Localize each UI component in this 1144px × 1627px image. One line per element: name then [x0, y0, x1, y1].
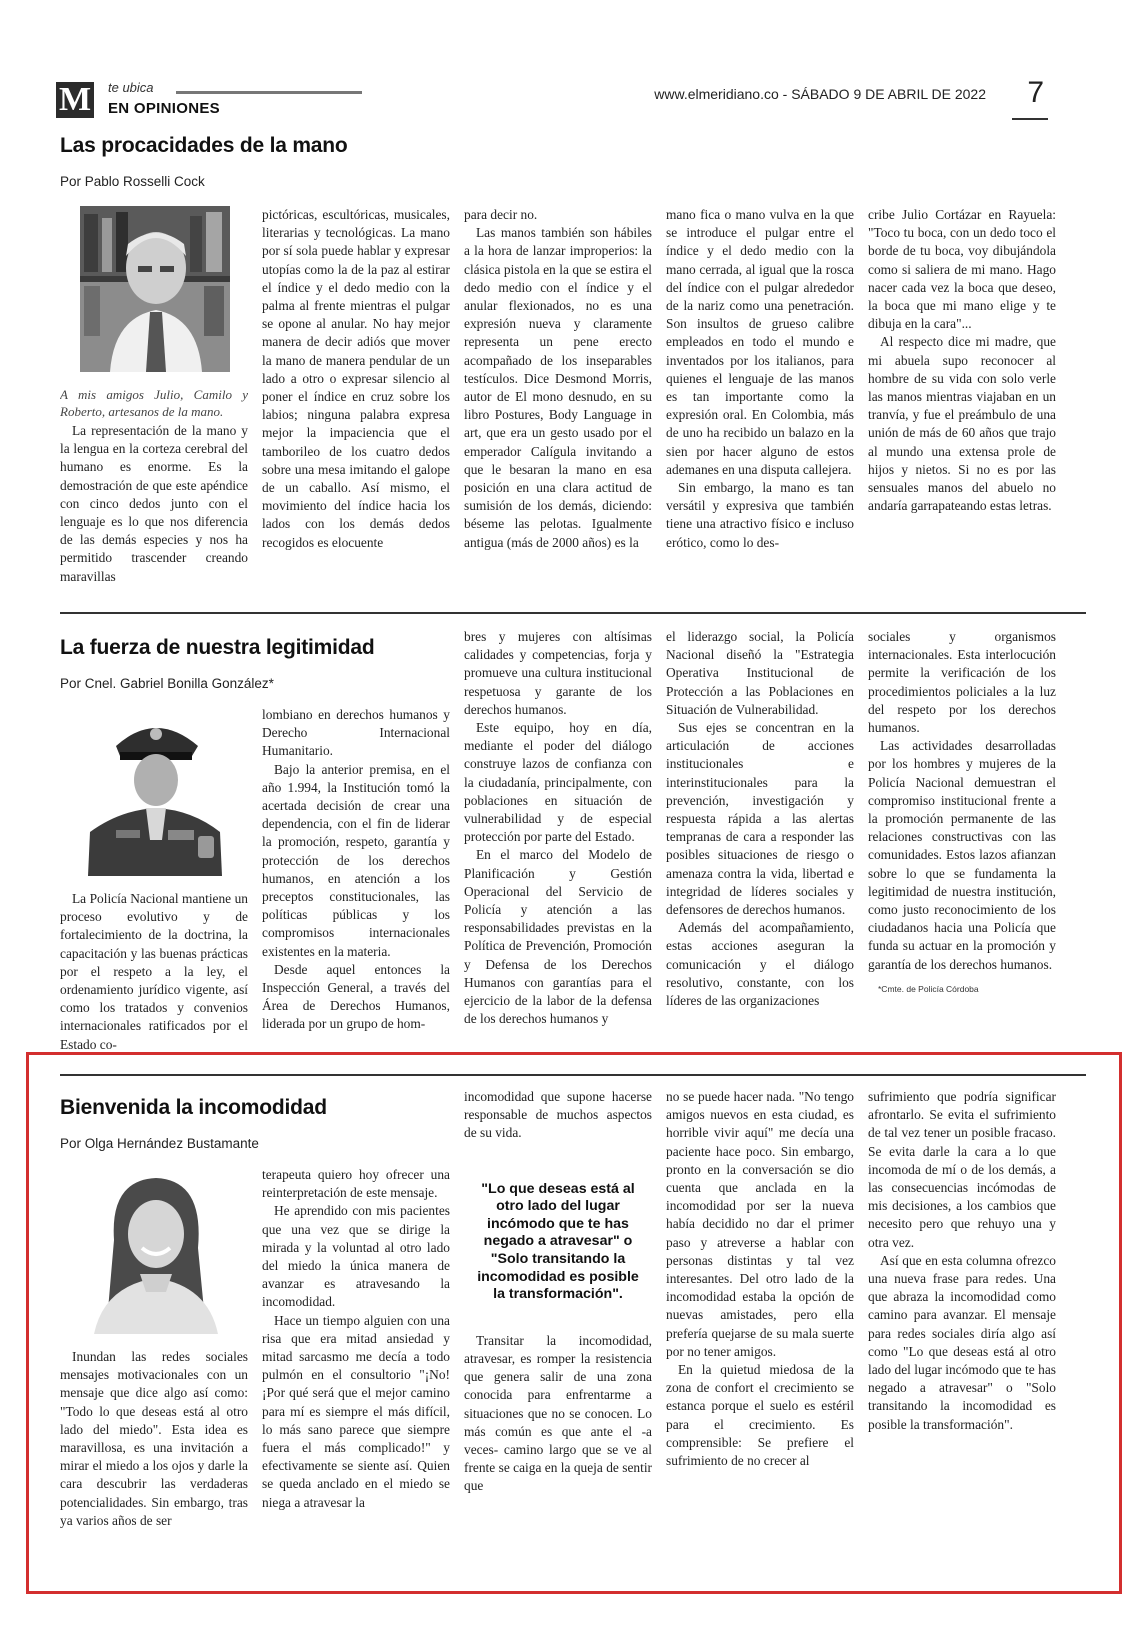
highlight-frame	[26, 1052, 1122, 1594]
paragraph: sufrimiento que podría significar afrontarlo. Se evita el sufrimiento de tal vez tener un posible fracaso. Se evita darle la cara a lo que incomoda de mí o de los demás, a las consecuencias incómodas de mis decisiones, a los cambios que necesito pero que rehuyo una y otra vez.	[868, 1089, 1056, 1250]
paragraph: Este equipo, hoy en día, mediante el poder del diálogo construye lazos de confianza con la ciudadanía, principalmente, con poblaciones en situación de vulnerabilidad y de especial protección por parte del Estado.	[464, 720, 652, 845]
author-photo	[80, 710, 230, 876]
paragraph: Además del acompañamiento, estas acciones aseguran la comunicación y el diálogo resolutivo, constante, con los líderes de las organizaciones	[666, 920, 854, 1009]
paragraph: La Policía Nacional mantiene un proceso evolutivo y de fortalecimiento de la doctrina, la capacitación y las buenas prácticas por el respeto a la ley, el ordenamiento jurídico vigente, así como los tratados y convenios internacionales ratificados por el Estado co-	[60, 891, 248, 1052]
article-columns	[60, 628, 1056, 1054]
article-headline: Las procacidades de la mano	[60, 134, 348, 157]
paragraph: Las actividades desarrolladas por los hombres y mujeres de la Policía Nacional demuestran el compromiso institucional frente a la promoción permanente de las relaciones constructivas con las comunidades. Estos lazos afianzan sobre lo que se fundamenta la legitimidad de nuestra institución, como justo reconocimiento de los ciudadanos hacia una Policía que funda su actuar en la promoción y garantía de los derechos humanos.	[868, 738, 1056, 972]
header-rule	[176, 91, 362, 94]
paragraph: Inundan las redes sociales mensajes motivacionales con un mensaje que dice algo así como: "Todo lo que deseas está al otro lado del miedo". Esta idea es maravillosa, es una invitación a mirar el miedo a los ojos y darle la cara descubrir las verdaderas potencialidades. Sin embargo, tras ya varios años de ser	[60, 1349, 248, 1528]
paragraph: bres y mujeres con altísimas calidades y competencias, forja y promueve una cultura institucional respetuosa y garante de los derechos humanos.	[464, 629, 652, 717]
page-number-rule	[1012, 118, 1048, 120]
article-headline: Bienvenida la incomodidad	[60, 1096, 327, 1119]
article-byline: Por Cnel. Gabriel Bonilla González*	[60, 676, 274, 691]
masthead	[56, 78, 1048, 124]
paragraph: Bajo la anterior premisa, en el año 1.994, la Institución tomó la acertada decisión de crear una dependencia, con el fin de liderar la promoción, respeto, garantía y protección de los derechos humanos, en atención a los preceptos constitucionales, las políticas públicas y los compromisos internacionales existentes en la materia.	[262, 761, 450, 959]
paragraph: para decir no.	[464, 207, 538, 222]
paragraph: Transitar la incomodidad, atravesar, es romper la resistencia que genera salir de una zona conocida para enfrentarme a situaciones que no se conocen. Lo más común es que ante el -a veces- camino largo que se ve al frente se caiga en la queja de sentir que	[464, 1332, 652, 1494]
article-column-3	[464, 206, 652, 586]
paragraph: lombiano en derechos humanos y Derecho Internacional Humanitario.	[262, 707, 450, 759]
section-label: EN OPINIONES	[108, 100, 220, 117]
article-byline: Por Olga Hernández Bustamante	[60, 1136, 259, 1151]
paragraph: Hace un tiempo alguien con una risa que era mitad ansiedad y mitad sarcasmo me decía a todo pulmón en el consultorio "¡No! ¡Por qué será que el mejor camino para mí es siempre el más difícil, lo más sano parece que siempre fuera el más complicado!" y efectivamente se siente así. Quien se queda anclado en el miedo se niega a atravesar la	[262, 1312, 450, 1510]
paragraph: no se puede hacer nada. "No tengo amigos nuevos en esta ciudad, es horrible vivir aquí" me decía una paciente hace poco. Sin embargo, pronto en la conversación se dio cuenta que anclada en la incomodidad por ser la nueva había decidido no dar el primer paso y atreverse a hablar con personas distintas y tal vez interesantes. Del otro lado de la incomodidad estaba la opción de nuevas amistades, pero ella prefería quejarse de su mala suerte por no tener amigos.	[666, 1089, 854, 1359]
paragraph: Así que en esta columna ofrezco una nueva frase para redes. Una que abraza la incomodidad como camino para avanzar. El mensaje para redes sociales diría algo así como "Lo que deseas está al otro lado del lugar incómodo que te has negado a atravesar" o "Solo transitando la incomodidad es posible la transformación".	[868, 1252, 1056, 1432]
paragraph: En el marco del Modelo de Planificación y Gestión Operacional del Servicio de Policía y atención a las responsabilidades previstas en la Política de Prevención, Promoción y Defensa de los Derechos Humanos con garantías para el ejercicio de la labor de la defensa de los derechos humanos y	[464, 847, 652, 1027]
paragraph: cribe Julio Cortázar en Rayuela: "Toco tu boca, con un dedo toco el borde de tu boca, voy dibujándola como si saliera de mi mano. Hago nacer cada vez la boca que deseo, la boca que mi mano elige y te dibuja en la cara"...	[868, 207, 1056, 332]
paragraph: terapeuta quiero hoy ofrecer una reinterpretación de este mensaje.	[262, 1167, 450, 1201]
article-column-5	[868, 628, 1056, 1054]
paragraph: En la quietud miedosa de la zona de confort el crecimiento se estanca porque el suelo es estéril para el crecimiento. Es comprensible: Se prefiere el sufrimiento de no crecer al	[666, 1362, 854, 1469]
officer-portrait-icon	[80, 710, 230, 876]
article-column-4	[666, 628, 854, 1054]
pull-quote: "Lo que deseas está al otro lado del lugar incómodo que te has negado a atravesar" o "Solo transitando la incomodidad es posible la transformación".	[477, 1180, 639, 1303]
paragraph: sociales y organismos internacionales. Esta interlocución permite la verificación de los procedimientos policiales a la luz del respeto por los derechos humanos.	[868, 629, 1056, 736]
author-portrait-icon	[80, 206, 230, 372]
article-headline: La fuerza de nuestra legitimidad	[60, 636, 375, 659]
article-column-1	[60, 206, 248, 586]
article-column-4	[666, 206, 854, 586]
logo-tagline: te ubica	[108, 80, 154, 95]
page-number: 7	[1027, 76, 1044, 109]
article-columns	[60, 206, 1056, 586]
article-column-5	[868, 206, 1056, 586]
paragraph: Desde aquel entonces la Inspección General, a través del Área de Derechos Humanos, liderada por un grupo de hom-	[262, 961, 450, 1032]
paragraph: La representación de la mano y la lengua en la corteza cerebral del humano es enorme. Es la demostración de que este apéndice con cinco dedos junto con el lenguaje es lo que nos diferencia de las demás especies y nos ha permitido trascender creando maravillas	[60, 423, 248, 584]
article-procacidades	[60, 134, 1086, 584]
paragraph: el liderazgo social, la Policía Nacional diseñó la "Estrategia Operativa Institucional de Protección a las Poblaciones en Situación de Vulnerabilidad.	[666, 629, 854, 717]
paragraph: Al respecto dice mi madre, que mi abuela supo reconocer al hombre de su vida con solo verle las manos mientras viajaban en un tranvía, y fue el preámbulo de una unión de más de 60 años que trajo al mundo una extensa prole de hijos y nietos. Si no es por las sensuales manos del abuelo no andaría garrapateando estas letras.	[868, 334, 1056, 514]
article-column-1	[60, 628, 248, 1054]
paragraph: Las manos también son hábiles a la hora de lanzar improperios: la clásica pistola en la que se estira el dedo medio con el índice y el anular flexionados, no es una expresión nueva y claramente representa un pene erecto acompañado de los inseparables testículos. Dice Desmond Morris, autor de El mono desnudo, en su libro Postures, Body Language in art, que era un gesto usado por el emperador Calígula invitando a que le besaran la mano en esa posición en una clara actitud de sumisión de los demás, diciendo: bésemе las pelotas. Igualmente antigua (más de 2000 años) es la	[464, 225, 652, 550]
article-legitimidad	[60, 629, 1086, 1052]
photo-caption: A mis amigos Julio, Camilo y Roberto, artesanos de la mano.	[60, 387, 248, 419]
paragraph: He aprendido con mis pacientes que una vez que se dirige la mirada y la voluntad al otro lado del miedo la única manera de avanzar es atravesando la incomodidad.	[262, 1203, 450, 1310]
paragraph: Sus ejes se concentran en la articulación de acciones institucionales e interinstitucionales para la prevención, investigación y respuesta rápida a las alertas tempranas de cara a responder las posibles situaciones de riesgo o amenaza contra la vida, libertad e integridad de líderes sociales y defensores de derechos humanos.	[666, 720, 854, 918]
paragraph: pictóricas, escultóricas, musicales, literarias y tecnológicas. La mano por sí sola puede hablar y expresar utopías como la de la paz al estirar el índice y el dedo medio con la palma al frente mientras el pulgar se opone al anular. No hay mejor manera de decir adiós que mover la mano de manera pendular de un lado a otro o expresar silencio al poner el índice en cruz sobre los labios; ninguna palabra expresa mejor la impaciencia que el tamborileo de los cuatro dedos sobre una mesa imitando el galope de un caballo. Así mismo, el movimiento del índice hacia los lados con los demás dedos recogidos es elocuente	[262, 207, 450, 550]
article-column-2	[262, 206, 450, 586]
paragraph: mano fica o mano vulva en la que se introduce el pulgar entre el índice y el dedo medio con la mano cerrada, al igual que la rosca del índice con el pulgar alrededor de la nariz como una penetración. Son insultos de grueso calibre empleados en todo el mundo e inventados por los italianos, para quienes el lenguaje de las manos es tan importante como la expresión oral. En Colombia, más de uno ha recibido un balazo en la sien por hacer alguno de estos ademanes en una disputa callejera.	[666, 207, 854, 477]
section-divider	[60, 612, 1086, 614]
paragraph: incomodidad que supone hacerse responsable de muchos aspectos de su vida.	[464, 1089, 652, 1141]
author-photo	[80, 206, 230, 372]
paragraph: Sin embargo, la mano es tan versátil y expresiva que también tiene una atractivo físico e incluso erótico, como lo des-	[666, 480, 854, 550]
newspaper-logo: M	[56, 82, 94, 118]
site-date: www.elmeridiano.co - SÁBADO 9 DE ABRIL DE 2022	[654, 86, 986, 102]
article-byline: Por Pablo Rosselli Cock	[60, 174, 205, 189]
article-column-2	[262, 628, 450, 1054]
author-footnote: *Cmte. de Policía Córdoba	[878, 983, 979, 994]
article-column-3	[464, 628, 652, 1054]
